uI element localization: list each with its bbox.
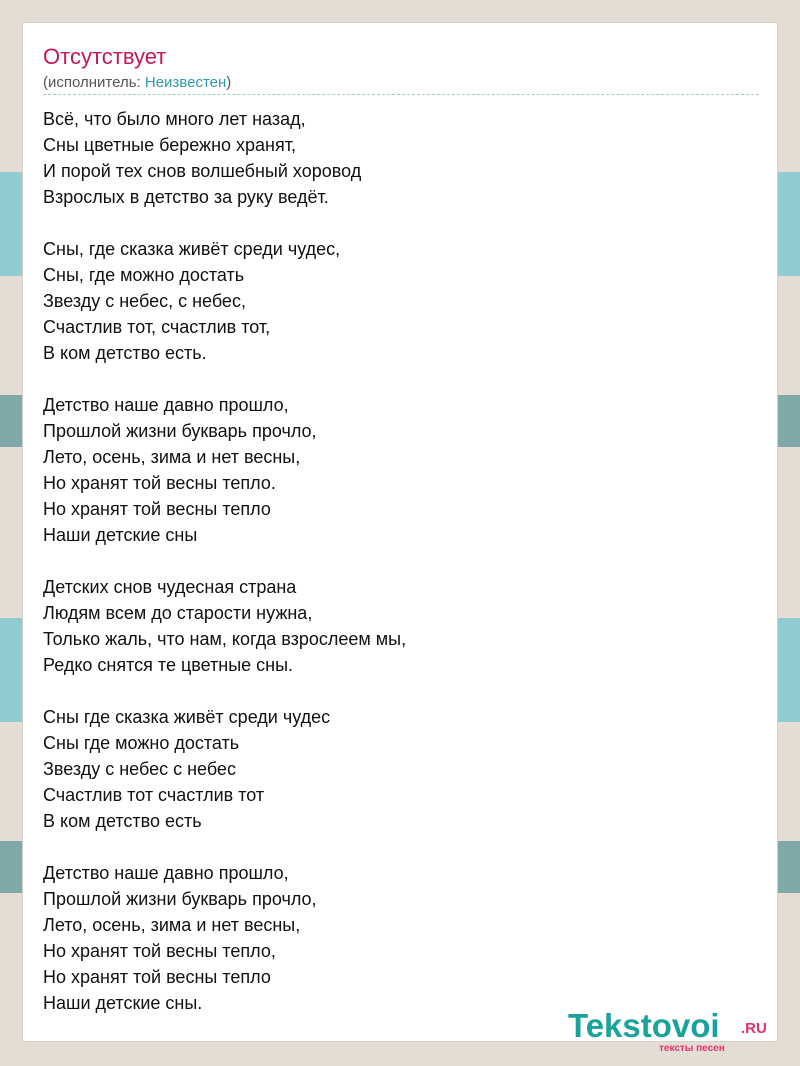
- lyric-line: Но хранят той весны тепло: [43, 499, 271, 519]
- site-logo[interactable]: [568, 1007, 778, 1054]
- lyric-line: Сны цветные бережно хранят,: [43, 135, 296, 155]
- lyrics-text: [43, 106, 406, 1042]
- stanza: [43, 106, 406, 210]
- lyric-line: Редко снятся те цветные сны.: [43, 655, 294, 675]
- lyric-line: Детство наше давно прошло,: [43, 863, 289, 883]
- lyric-line: Взрослых в детство за руку ведёт.: [43, 187, 329, 207]
- lyric-line: В ком детство есть.: [43, 343, 207, 363]
- artist-prefix: (исполнитель:: [43, 74, 145, 91]
- lyric-line: И порой тех снов волшебный хоровод: [43, 161, 362, 181]
- stanza: [43, 236, 406, 366]
- lyric-line: В ком детство есть: [43, 811, 202, 831]
- lyric-line: Лето, осень, зима и нет весны,: [43, 915, 301, 935]
- lyric-line: Сны где сказка живёт среди чудес: [43, 707, 331, 727]
- artist-line: [43, 73, 231, 93]
- stanza: [43, 860, 406, 1016]
- lyric-line: Прошлой жизни букварь прочло,: [43, 889, 317, 909]
- lyric-line: Но хранят той весны тепло: [43, 967, 271, 987]
- lyric-line: Прошлой жизни букварь прочло,: [43, 421, 317, 441]
- lyric-line: Счастлив тот счастлив тот: [43, 785, 265, 805]
- stanza: [43, 704, 406, 834]
- stanza: [43, 392, 406, 548]
- lyric-line: Лето, осень, зима и нет весны,: [43, 447, 301, 467]
- lyric-line: Детство наше давно прошло,: [43, 395, 289, 415]
- logo-tld: .RU: [741, 1020, 767, 1037]
- lyric-line: Звезду с небес, с небес,: [43, 291, 246, 311]
- artist-suffix: ): [226, 74, 232, 91]
- lyric-line: Сны, где можно достать: [43, 265, 245, 285]
- lyric-line: Наши детские сны: [43, 525, 198, 545]
- lyric-line: Сны, где сказка живёт среди чудес,: [43, 239, 341, 259]
- lyric-line: Счастлив тот, счастлив тот,: [43, 317, 271, 337]
- lyric-line: Всё, что было много лет назад,: [43, 109, 306, 129]
- logo-tagline: тексты песен: [659, 1043, 725, 1054]
- lyric-line: Людям всем до старости нужна,: [43, 603, 313, 623]
- lyric-line: Наши детские сны.: [43, 993, 203, 1013]
- divider: [43, 94, 759, 95]
- lyric-line: Звезду с небес с небес: [43, 759, 236, 779]
- stanza: [43, 574, 406, 678]
- lyrics-card: [22, 22, 778, 1054]
- song-title: Отсутствует: [43, 44, 167, 69]
- lyric-line: Детских снов чудесная страна: [43, 577, 297, 597]
- lyric-line: Только жаль, что нам, когда взрослеем мы,: [43, 629, 407, 649]
- logo-name: Tekstovoi: [568, 1007, 720, 1044]
- lyric-line: Сны где можно достать: [43, 733, 240, 753]
- artist-link[interactable]: Неизвестен: [144, 74, 227, 91]
- lyric-line: Но хранят той весны тепло.: [43, 473, 276, 493]
- lyric-line: Но хранят той весны тепло,: [43, 941, 276, 961]
